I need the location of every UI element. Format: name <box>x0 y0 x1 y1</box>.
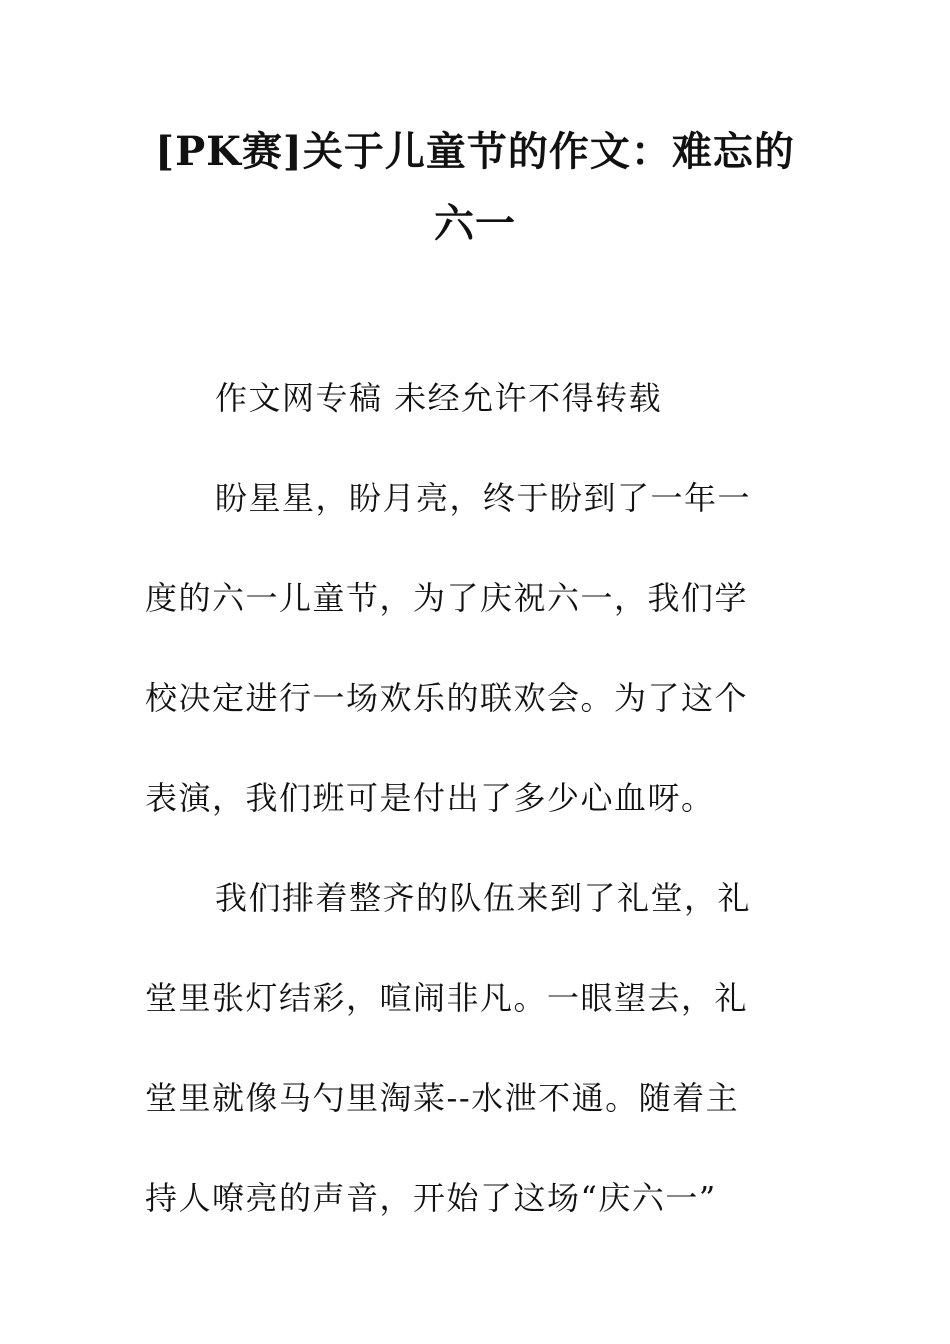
paragraph-2-line-4: 持人嘹亮的声音，开始了这场“庆六一” <box>145 1179 717 1217</box>
paragraph-1-line-2: 度的六一儿童节，为了庆祝六一，我们学 <box>145 579 749 617</box>
paragraph-2-line-3: 堂里就像马勺里淘菜--水泄不通。随着主 <box>145 1079 740 1117</box>
paragraph-2-line-1: 我们排着整齐的队伍来到了礼堂，礼 <box>215 879 752 917</box>
title-line-1: [PK赛]关于儿童节的作文：难忘的 <box>155 128 795 175</box>
paragraph-1-line-4: 表演，我们班可是付出了多少心血呀。 <box>145 779 715 817</box>
copyright-notice: 作文网专稿 未经允许不得转载 <box>215 379 663 417</box>
paragraph-1-line-1: 盼星星，盼月亮，终于盼到了一年一 <box>215 479 752 517</box>
paragraph-1-line-3: 校决定进行一场欢乐的联欢会。为了这个 <box>145 679 749 717</box>
title-line-2: 六一 <box>434 200 516 247</box>
paragraph-2-line-2: 堂里张灯结彩，喧闹非凡。一眼望去，礼 <box>145 979 749 1017</box>
